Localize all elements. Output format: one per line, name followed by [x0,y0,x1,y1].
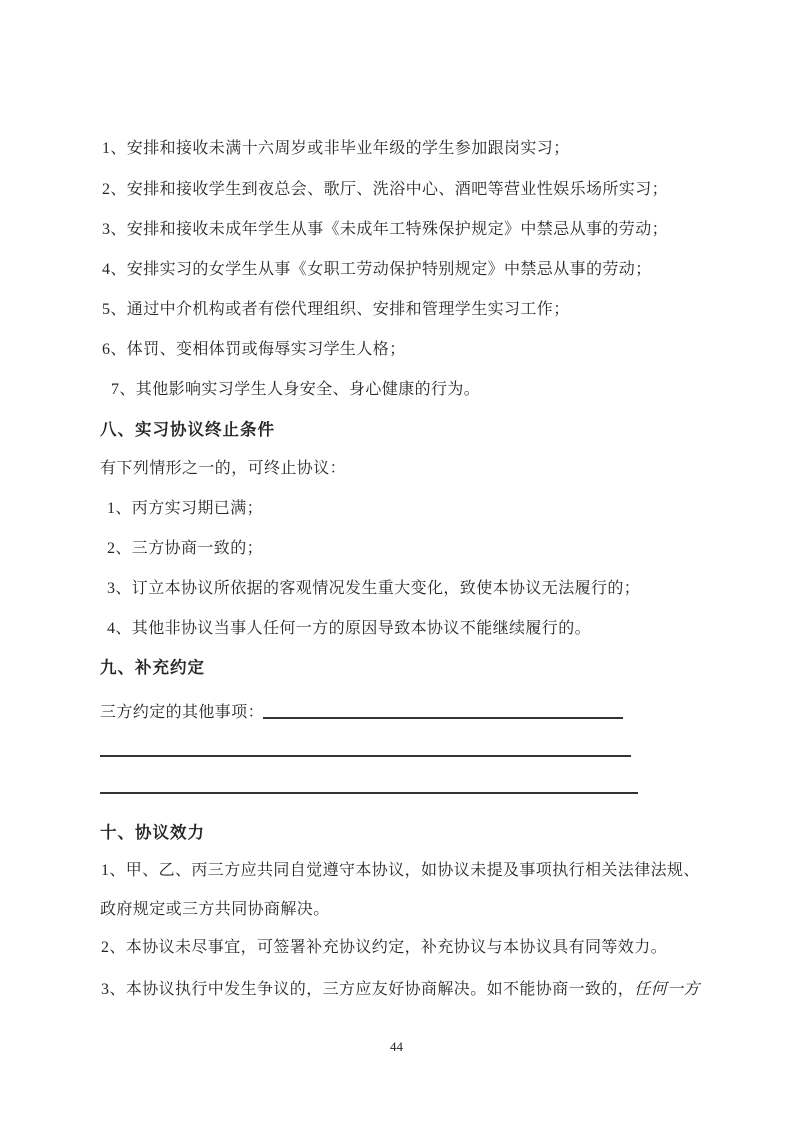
section-heading-effect: 十、协议效力 [100,823,205,842]
termination-intro: 有下列情形之一的，可终止协议： [100,460,347,477]
effect-item-2: 2、本协议未尽事宜，可签署补充协议约定，补充协议与本协议具有同等效力。 [101,939,668,956]
page-number: 44 [390,1039,403,1054]
effect-item-3-emphasis: 任何一方 [634,981,700,998]
list-item-termination-1: 1、丙方实习期已满； [107,500,264,517]
list-item-prohibited-5: 5、通过中介机构或者有偿代理组织、安排和管理学生实习工作； [102,301,570,318]
section-heading-supplement: 九、补充约定 [100,658,205,677]
section-heading-termination: 八、实习协议终止条件 [100,420,275,439]
list-item-prohibited-4: 4、安排实习的女学生从事《女职工劳动保护特别规定》中禁忌从事的劳动； [102,261,652,278]
fill-label-other-matters: 三方约定的其他事项： [100,704,265,721]
fill-in-blank-other-matters-line-2[interactable] [100,740,631,757]
effect-item-1-line-1: 1、甲、乙、丙三方应共同自觉遵守本协议，如协议未提及事项执行相关法律法规、 [101,862,700,879]
fill-in-blank-other-matters-line-3[interactable] [100,777,638,794]
effect-item-1-line-2: 政府规定或三方共同协商解决。 [100,901,330,918]
fill-in-blank-other-matters-line-1[interactable] [263,702,623,719]
list-item-termination-3: 3、订立本协议所依据的客观情况发生重大变化，致使本协议无法履行的； [107,580,641,597]
list-item-prohibited-2: 2、安排和接收学生到夜总会、歌厅、洗浴中心、酒吧等营业性娱乐场所实习； [102,181,669,198]
list-item-termination-4: 4、其他非协议当事人任何一方的原因导致本协议不能继续履行的。 [107,620,592,637]
list-item-prohibited-1: 1、安排和接收未满十六周岁或非毕业年级的学生参加跟岗实习； [102,140,570,157]
list-item-prohibited-7: 7、其他影响实习学生人身安全、身心健康的行为。 [111,381,481,398]
effect-item-3-text: 3、本协议执行中发生争议的，三方应友好协商解决。如不能协商一致的， [101,981,635,998]
list-item-prohibited-3: 3、安排和接收未成年学生从事《未成年工特殊保护规定》中禁忌从事的劳动； [102,221,669,238]
list-item-prohibited-6: 6、体罚、变相体罚或侮辱实习学生人格； [102,341,406,358]
effect-item-3 [101,980,700,999]
list-item-termination-2: 2、三方协商一致的； [107,540,264,557]
